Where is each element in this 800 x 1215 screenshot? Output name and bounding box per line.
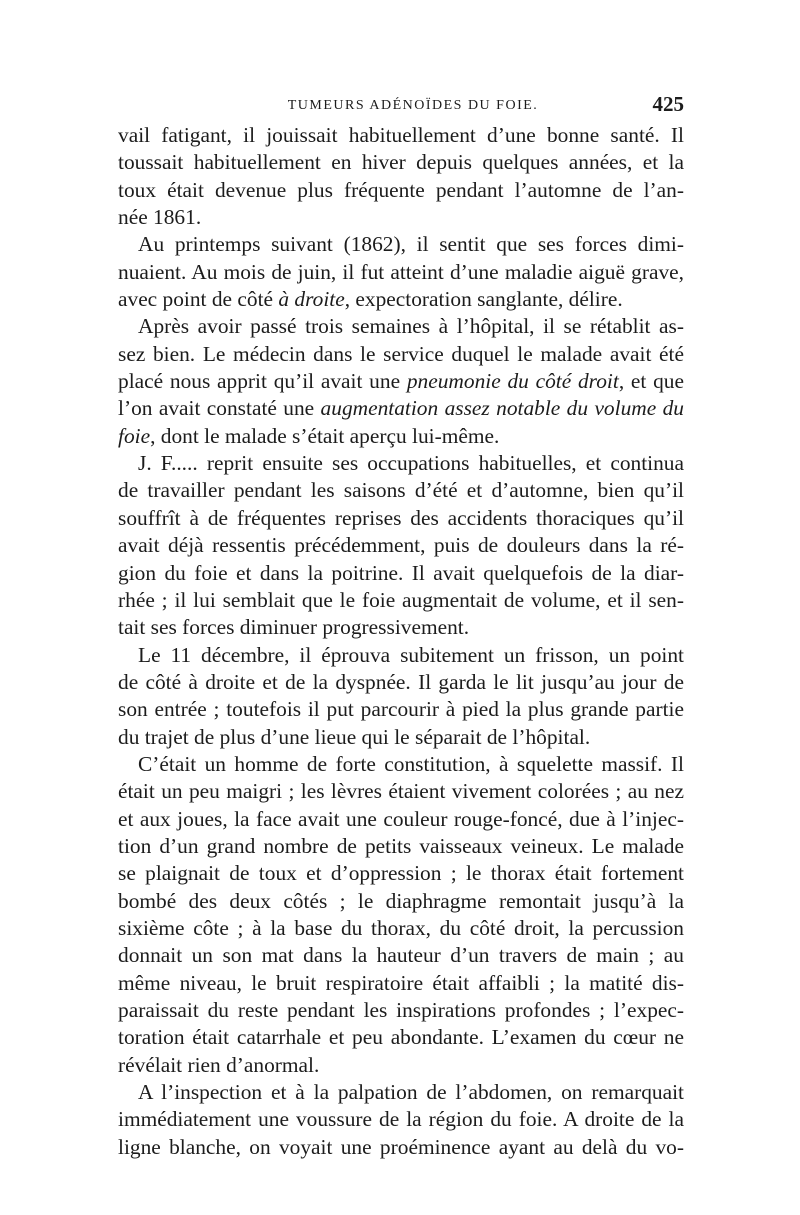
text-line: son entrée ; toutefois il put parcourir à pied la plus grande partie bbox=[118, 697, 684, 722]
running-head bbox=[118, 92, 684, 122]
text-line: de travailler pendant les saisons d’été et d’automne, bien qu’il bbox=[118, 478, 684, 503]
text-line: placé nous apprit qu’il avait une pneumonie du côté droit, et que bbox=[118, 369, 684, 394]
paragraph bbox=[118, 642, 684, 751]
paragraph bbox=[118, 231, 684, 313]
paragraph bbox=[118, 450, 684, 641]
text-line: du trajet de plus d’une lieue qui le séparait de l’hôpital. bbox=[118, 724, 591, 749]
text-line: toration était catarrhale et peu abondante. L’examen du cœur ne bbox=[118, 1025, 684, 1050]
text-line: Après avoir passé trois semaines à l’hôpital, il se rétablit as- bbox=[138, 314, 684, 339]
text-line: même niveau, le bruit respiratoire était affaibli ; la matité dis- bbox=[118, 970, 684, 995]
paragraph bbox=[118, 1079, 684, 1161]
text-line: paraissait du reste pendant les inspirations profondes ; l’expec- bbox=[118, 998, 684, 1022]
text-line: foie, dont le malade s’était aperçu lui-même. bbox=[118, 423, 500, 448]
text-line: née 1861. bbox=[118, 205, 202, 230]
paragraph bbox=[118, 122, 684, 231]
text-line: l’on avait constaté une augmentation assez notable du volume du bbox=[118, 396, 684, 421]
text-line: tait ses forces diminuer progressivement. bbox=[118, 615, 470, 640]
text-line: ligne blanche, on voyait une proéminence ayant au delà du vo- bbox=[118, 1134, 684, 1159]
text-line: A l’inspection et à la palpation de l’abdomen, on remarquait bbox=[138, 1080, 684, 1105]
text-line: gion du foie et dans la poitrine. Il avait quelquefois de la diar- bbox=[118, 560, 684, 585]
text-line: sixième côte ; à la base du thorax, du côté droit, la percussion bbox=[118, 915, 684, 940]
text-line: était un peu maigri ; les lèvres étaient vivement colorées ; au nez bbox=[118, 779, 684, 804]
text-line: tion d’un grand nombre de petits vaisseaux veineux. Le malade bbox=[118, 833, 684, 858]
text-line: et aux joues, la face avait une couleur rouge-foncé, due à l’injec- bbox=[118, 806, 684, 831]
text-line: immédiatement une voussure de la région du foie. A droite de la bbox=[118, 1107, 684, 1132]
text-line: Au printemps suivant (1862), il sentit que ses forces dimi- bbox=[138, 232, 684, 257]
text-line: souffrît à de fréquentes reprises des accidents thoraciques qu’il bbox=[118, 505, 684, 530]
text-line: C’était un homme de forte constitution, à squelette massif. Il bbox=[138, 751, 684, 776]
book-page bbox=[118, 92, 684, 1161]
text-line: se plaignait de toux et d’oppression ; le thorax était fortement bbox=[118, 861, 684, 886]
text-line: vail fatigant, il jouissait habituellement d’une bonne santé. Il bbox=[118, 123, 684, 147]
text-line: toussait habituellement en hiver depuis quelques années, et la bbox=[118, 150, 684, 175]
paragraph bbox=[118, 313, 684, 450]
running-title: TUMEURS ADÉNOÏDES DU FOIE. bbox=[287, 98, 539, 113]
page-number: 425 bbox=[652, 92, 684, 116]
text-line: Le 11 décembre, il éprouva subitement un frisson, un point bbox=[138, 642, 684, 667]
text-line: bombé des deux côtés ; le diaphragme remontait jusqu’à la bbox=[118, 888, 684, 913]
text-line: J. F..... reprit ensuite ses occupations habituelles, et continua bbox=[138, 451, 684, 476]
text-line: avec point de côté à droite, expectoration sanglante, délire. bbox=[118, 287, 623, 312]
text-line: toux était devenue plus fréquente pendant l’automne de l’an- bbox=[118, 177, 684, 202]
text-line: sez bien. Le médecin dans le service duquel le malade avait été bbox=[118, 341, 684, 366]
text-line: révélait rien d’anormal. bbox=[118, 1052, 320, 1077]
text-line: donnait un son mat dans la hauteur d’un travers de main ; au bbox=[118, 943, 684, 968]
text-line: rhée ; il lui semblait que le foie augmentait de volume, et il sen- bbox=[118, 587, 684, 612]
text-line: avait déjà ressentis précédemment, puis de douleurs dans la ré- bbox=[118, 533, 684, 558]
text-line: de côté à droite et de la dyspnée. Il garda le lit jusqu’au jour de bbox=[118, 669, 684, 694]
text-line: nuaient. Au mois de juin, il fut atteint d’une maladie aiguë grave, bbox=[118, 259, 684, 284]
paragraph bbox=[118, 751, 684, 1079]
body-text bbox=[118, 122, 684, 1161]
